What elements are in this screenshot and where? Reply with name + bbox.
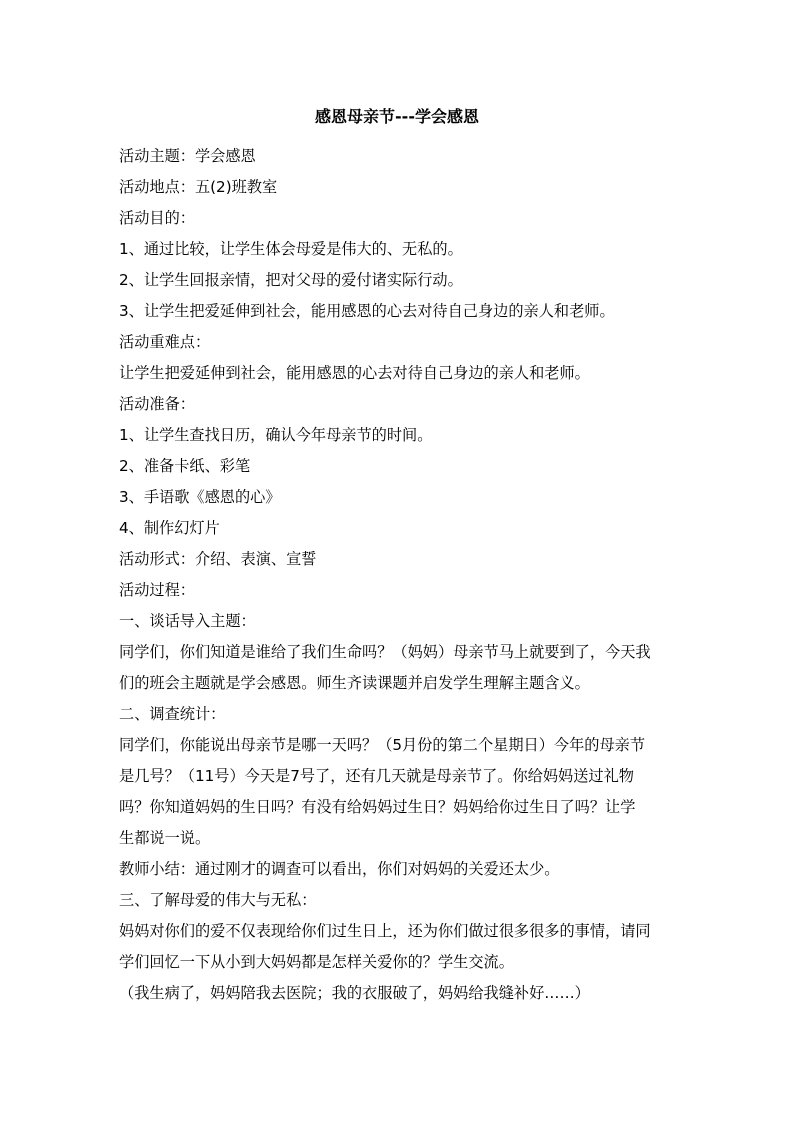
text-line: 活动目的： <box>119 209 195 227</box>
text-line: 学们回忆一下从小到大妈妈都是怎样关爱你的？学生交流。 <box>119 953 514 971</box>
text-line: 1、让学生查找日历，确认今年母亲节的时间。 <box>119 426 433 444</box>
text-line: 1、通过比较，让学生体会母爱是伟大的、无私的。 <box>119 240 463 258</box>
text-line: 活动主题：学会感恩 <box>119 147 256 165</box>
text-line: （我生病了，妈妈陪我去医院；我的衣服破了，妈妈给我缝补好……） <box>119 984 590 1002</box>
text-line: 活动过程： <box>119 581 195 599</box>
text-line: 三、了解母爱的伟大与无私： <box>119 891 317 909</box>
text-line: 3、让学生把爱延伸到社会，能用感恩的心去对待自己身边的亲人和老师。 <box>119 302 615 320</box>
text-line: 2、准备卡纸、彩笔 <box>119 457 251 475</box>
document-title: 感恩母亲节---学会感恩 <box>315 107 479 126</box>
text-line: 3、手语歌《感恩的心》 <box>119 488 281 506</box>
text-line: 活动形式：介绍、表演、宣誓 <box>119 550 317 568</box>
text-line: 二、调查统计： <box>119 705 226 723</box>
text-line: 活动重难点： <box>119 333 211 351</box>
text-line: 吗？你知道妈妈的生日吗？有没有给妈妈过生日？妈妈给你过生日了吗？让学 <box>119 798 636 816</box>
text-line: 2、让学生回报亲情，把对父母的爱付诸实际行动。 <box>119 271 463 289</box>
text-line: 活动准备： <box>119 395 195 413</box>
document-body <box>119 141 679 1009</box>
text-line: 是几号？（11号）今天是7号了，还有几天就是母亲节了。你给妈妈送过礼物 <box>119 767 634 785</box>
text-line: 生都说一说。 <box>119 829 211 847</box>
text-line: 活动地点：五(2)班教室 <box>119 178 278 196</box>
text-line: 4、制作幻灯片 <box>119 519 220 537</box>
text-line: 一、谈话导入主题： <box>119 612 256 630</box>
text-line: 妈妈对你们的爱不仅表现给你们过生日上，还为你们做过很多很多的事情，请同 <box>119 922 651 940</box>
text-line: 同学们，你能说出母亲节是哪一天吗？（5月份的第二个星期日）今年的母亲节 <box>119 736 646 754</box>
text-line: 同学们，你们知道是谁给了我们生命吗？（妈妈）母亲节马上就要到了，今天我 <box>119 643 651 661</box>
text-line: 们的班会主题就是学会感恩。师生齐读课题并启发学生理解主题含义。 <box>119 674 590 692</box>
text-line: 让学生把爱延伸到社会，能用感恩的心去对待自己身边的亲人和老师。 <box>119 364 590 382</box>
text-line: 教师小结：通过刚才的调查可以看出，你们对妈妈的关爱还太少。 <box>119 860 560 878</box>
